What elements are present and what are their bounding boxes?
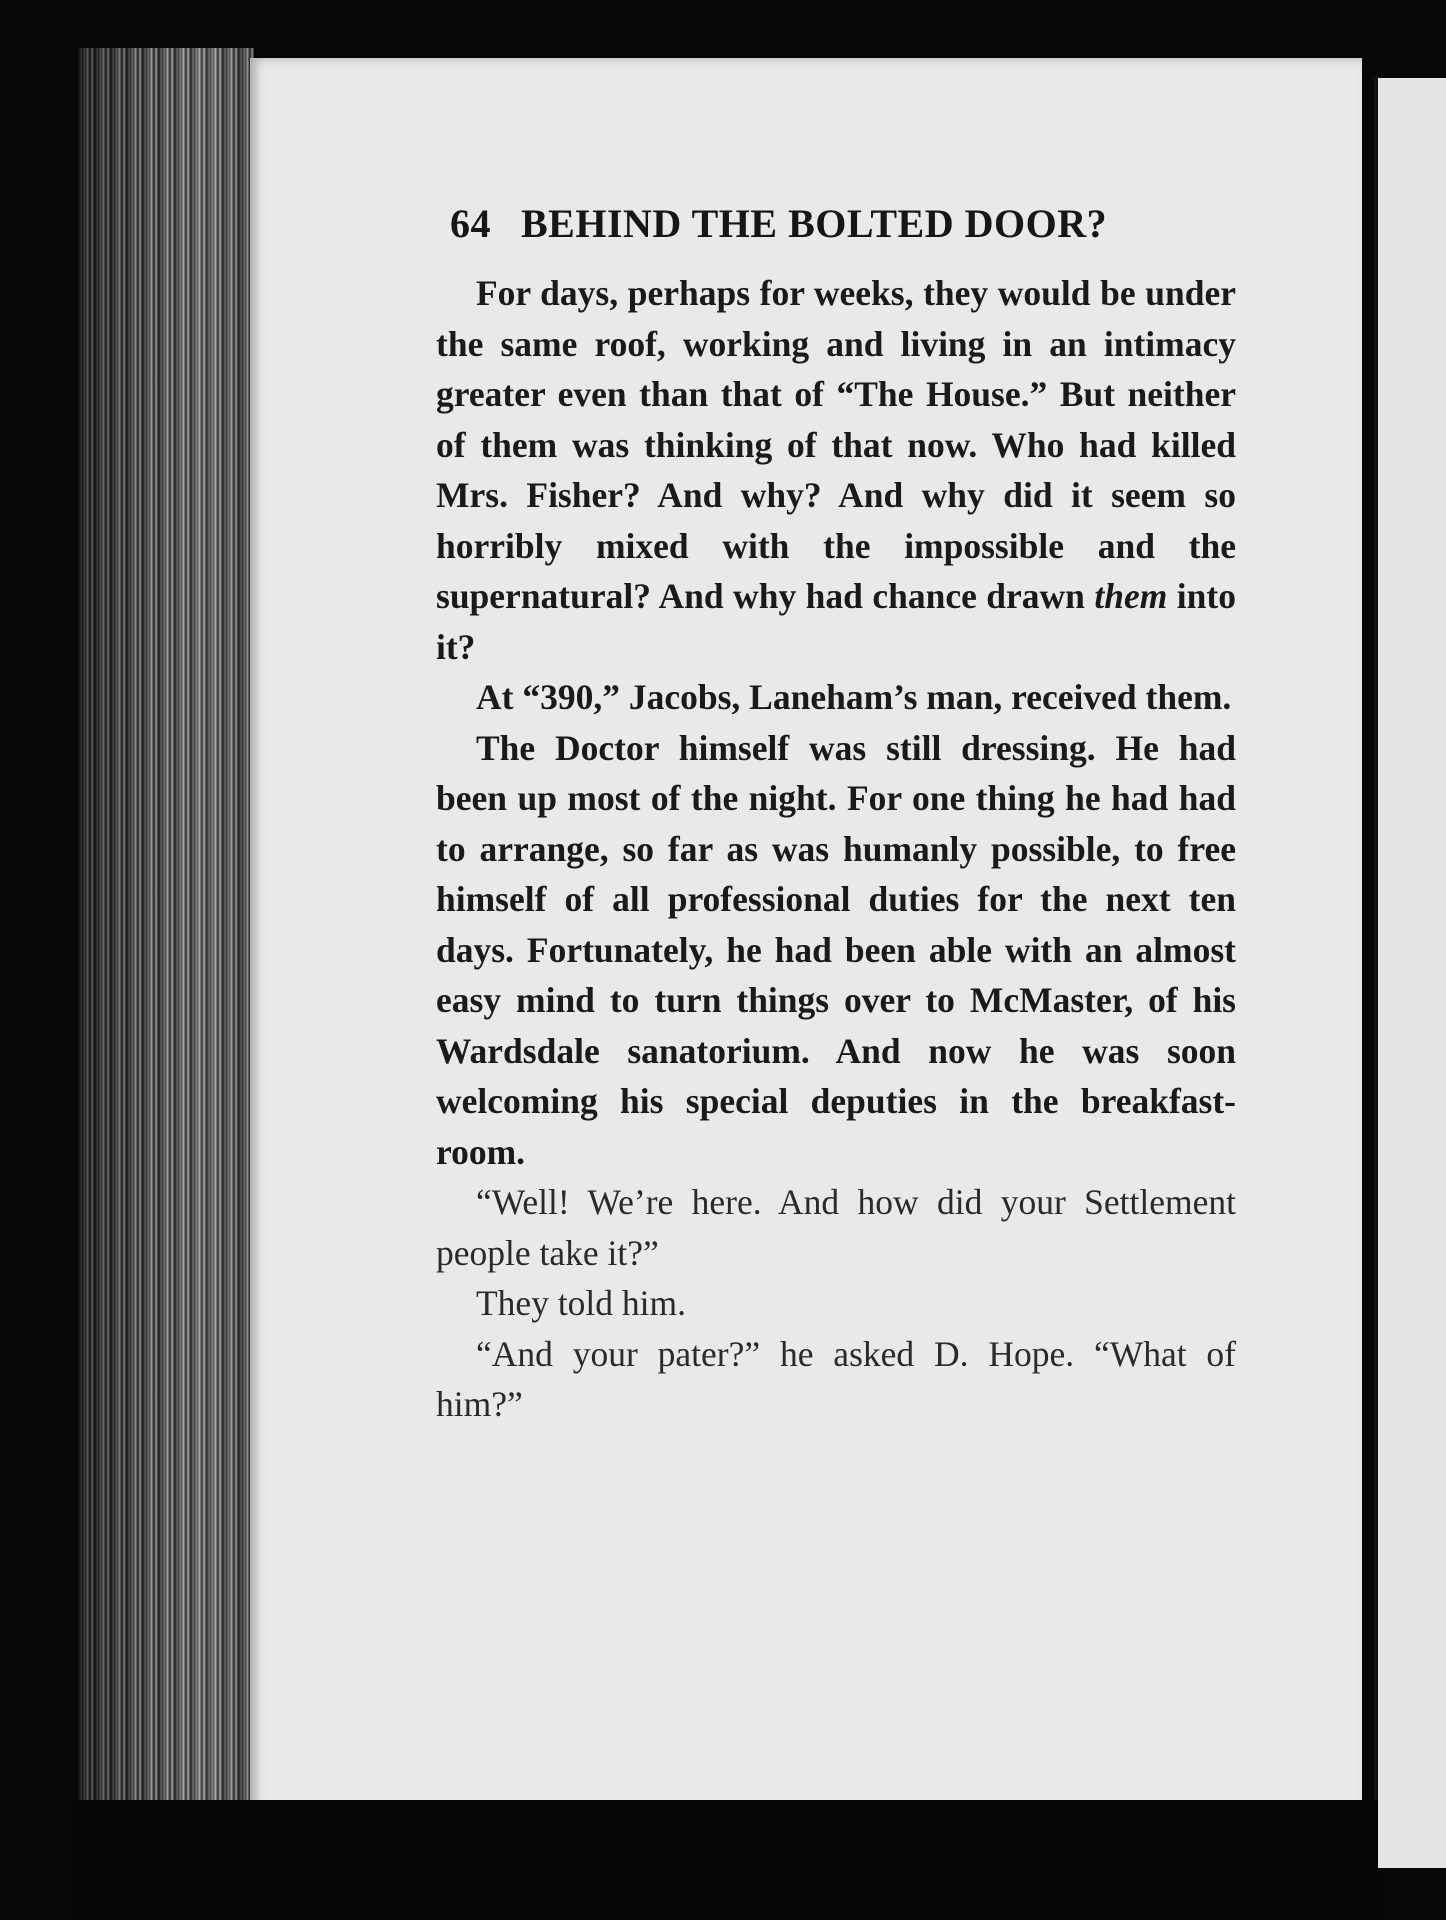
- paragraph-text: “Well! We’re here. And how did your Settlement people take it?”: [436, 1182, 1236, 1273]
- paragraph-text: into it?: [436, 576, 1236, 667]
- paragraph: [436, 1329, 1236, 1430]
- page-number: 64: [450, 201, 491, 246]
- running-head: [450, 200, 1260, 247]
- body-text: [436, 268, 1236, 1430]
- page-edges: [78, 48, 254, 1878]
- paragraph-text: The Doctor himself was still dressing. He had been up most of the night. For one thing he had had to arrange, so far as was humanly possible, to free himself of all professional duties for the next ten days. Fortunately, he had been able with an almost easy mind to turn things over to McMaster, of his Wardsdale sanatorium. And now he was soon welcoming his special deputies in the breakfast-room.: [436, 727, 1236, 1172]
- facing-page-edge: [1374, 78, 1446, 1868]
- paragraph-text: “And your pater?” he asked D. Hope. “What of him?”: [436, 1333, 1236, 1424]
- bottom-shadow: [78, 1800, 1378, 1920]
- paragraph: [436, 1278, 1236, 1329]
- running-title: BEHIND THE BOLTED DOOR?: [521, 201, 1108, 246]
- paragraph-text: At “390,” Jacobs, Laneham’s man, received them.: [476, 677, 1232, 717]
- paragraph: [436, 723, 1236, 1178]
- paragraph: [436, 1177, 1236, 1278]
- emphasis: them: [1094, 576, 1168, 616]
- paragraph-text: For days, perhaps for weeks, they would be under the same roof, working and living in an intimacy greater even than that of “The House.” But neither of them was thinking of that now. Who had killed Mrs. Fisher? And why? And why did it seem so horribly mixed with the impossible and the supernatural? And why had chance drawn: [436, 273, 1236, 616]
- paragraph-text: They told him.: [476, 1283, 687, 1323]
- paragraph: [436, 268, 1236, 672]
- paragraph: [436, 672, 1236, 723]
